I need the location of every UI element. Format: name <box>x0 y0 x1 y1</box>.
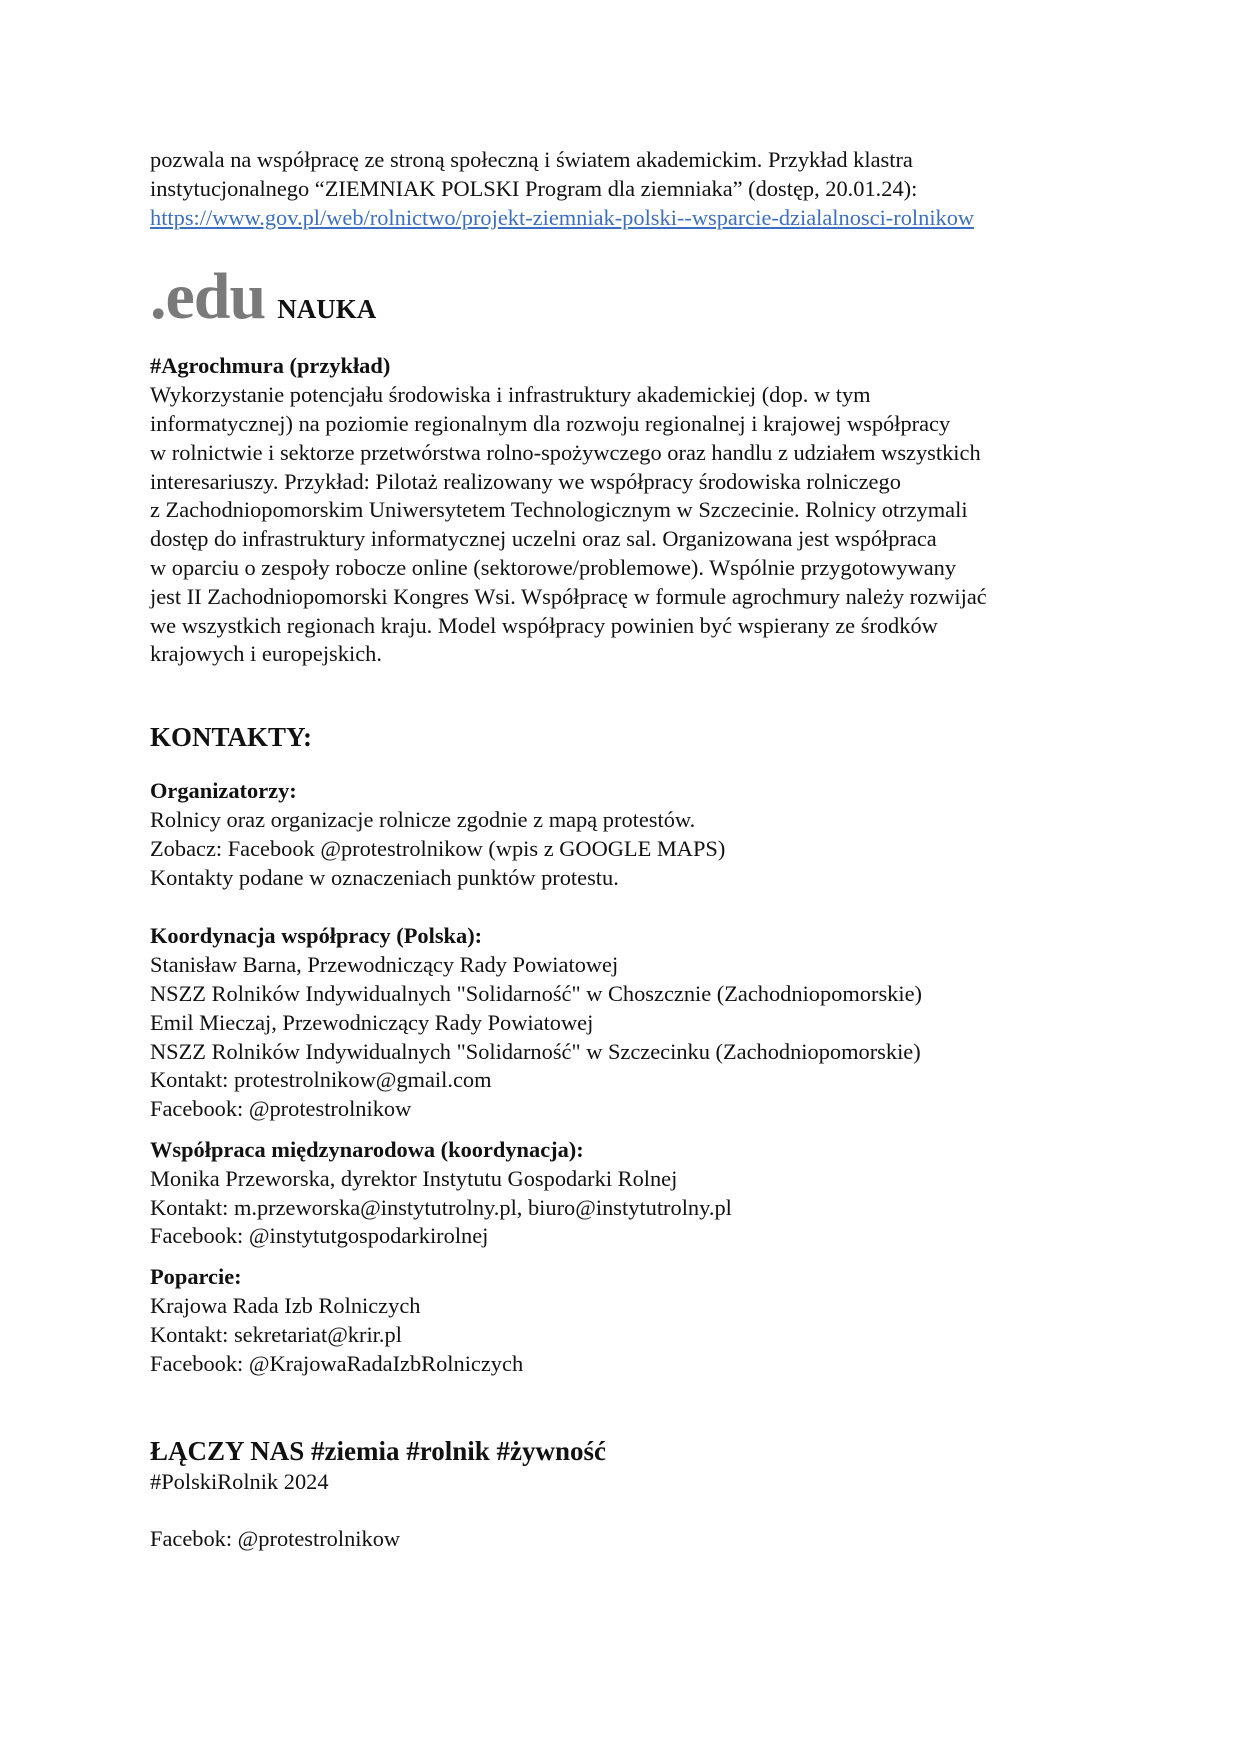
poparcie-line: Facebook: @KrajowaRadaIzbRolniczych <box>150 1350 524 1376</box>
spacer <box>150 1497 1110 1525</box>
koordynacja-line: Kontakt: protestrolnikow@gmail.com <box>150 1067 492 1093</box>
edu-heading <box>150 262 1110 332</box>
miedzynarodowa-section <box>150 1136 1110 1251</box>
organizatorzy-section <box>150 777 1110 892</box>
organizatorzy-line: Zobacz: Facebook @protestrolnikow (wpis z GOOGLE MAPS) <box>150 835 726 861</box>
agrochmura-title: #Agrochmura (przykład) <box>150 353 391 379</box>
agrochmura-section <box>150 352 1110 669</box>
intro-paragraph <box>150 146 1110 232</box>
miedzynarodowa-line: Facebook: @instytutgospodarkirolnej <box>150 1223 489 1249</box>
poparcie-section <box>150 1263 1110 1378</box>
koordynacja-line: Emil Mieczaj, Przewodniczący Rady Powiatowej <box>150 1009 594 1035</box>
laczy-facebook: Facebok: @protestrolnikow <box>150 1526 401 1552</box>
kontakty-title: KONTAKTY: <box>150 722 313 753</box>
agrochmura-paragraph <box>150 381 1110 669</box>
agrochmura-line: interesariuszy. Przykład: Pilotaż realizowany we współpracy środowiska rolniczego <box>150 468 901 494</box>
koordynacja-line: Stanisław Barna, Przewodniczący Rady Powiatowej <box>150 952 619 978</box>
agrochmura-line: z Zachodniopomorskim Uniwersytetem Technologicznym w Szczecinie. Rolnicy otrzymali <box>150 497 968 523</box>
koordynacja-line: NSZZ Rolników Indywidualnych "Solidarność" w Szczecinku (Zachodniopomorskie) <box>150 1038 921 1064</box>
koordynacja-section <box>150 922 1110 1124</box>
miedzynarodowa-text <box>150 1165 1110 1251</box>
miedzynarodowa-line: Kontakt: m.przeworska@instytutrolny.pl, biuro@instytutrolny.pl <box>150 1194 732 1220</box>
intro-line: instytucjonalnego “ZIEMNIAK POLSKI Program dla ziemniaka” (dostęp, 20.01.24): <box>150 175 918 201</box>
agrochmura-line: w oparciu o zespoły robocze online (sektorowe/problemowe). Wspólnie przygotowywany <box>150 554 957 580</box>
laczy-hashtag: #PolskiRolnik 2024 <box>150 1469 329 1495</box>
miedzynarodowa-title: Współpraca międzynarodowa (koordynacja): <box>150 1136 584 1162</box>
organizatorzy-line: Kontakty podane w oznaczeniach punktów protestu. <box>150 864 619 890</box>
agrochmura-line: krajowych i europejskich. <box>150 641 382 667</box>
agrochmura-line: w rolnictwie i sektorze przetwórstwa rolno-spożywczego oraz handlu z udziałem wszystkich <box>150 439 981 465</box>
koordynacja-text <box>150 951 1110 1124</box>
koordynacja-line: NSZZ Rolników Indywidualnych "Solidarność" w Choszcznie (Zachodniopomorskie) <box>150 980 922 1006</box>
koordynacja-line: Facebook: @protestrolnikow <box>150 1096 412 1122</box>
koordynacja-title: Koordynacja współpracy (Polska): <box>150 923 483 949</box>
agrochmura-line: Wykorzystanie potencjału środowiska i infrastruktury akademickiej (dop. w tym <box>150 382 871 408</box>
document-page <box>150 146 1110 1554</box>
poparcie-text <box>150 1292 1110 1378</box>
agrochmura-line: we wszystkich regionach kraju. Model współpracy powinien być wspierany ze środków <box>150 612 938 638</box>
laczy-nas-title: ŁĄCZY NAS #ziemia #rolnik #żywność <box>150 1436 607 1467</box>
miedzynarodowa-line: Monika Przeworska, dyrektor Instytutu Gospodarki Rolnej <box>150 1165 678 1191</box>
agrochmura-line: jest II Zachodniopomorski Kongres Wsi. Współpracę w formule agrochmury należy rozwijać <box>150 583 987 609</box>
agrochmura-line: informatycznej) na poziomie regionalnym dla rozwoju regionalnej i krajowej współpracy <box>150 410 951 436</box>
poparcie-title: Poparcie: <box>150 1264 242 1290</box>
organizatorzy-text <box>150 806 1110 892</box>
ziemniak-link[interactable]: https://www.gov.pl/web/rolnictwo/projekt-ziemniak-polski--wsparcie-dzialalnosci-rolnikow <box>150 204 975 230</box>
organizatorzy-line: Rolnicy oraz organizacje rolnicze zgodnie z mapą protestów. <box>150 806 696 832</box>
intro-line: pozwala na współpracę ze stroną społeczną i światem akademickim. Przykład klastra <box>150 147 913 172</box>
nauka-label: NAUKA <box>277 294 377 325</box>
agrochmura-line: dostęp do infrastruktury informatycznej uczelni oraz sal. Organizowana jest współpraca <box>150 526 937 552</box>
organizatorzy-title: Organizatorzy: <box>150 778 297 804</box>
edu-logo-text: .edu <box>150 260 266 334</box>
poparcie-line: Krajowa Rada Izb Rolniczych <box>150 1292 421 1318</box>
poparcie-line: Kontakt: sekretariat@krir.pl <box>150 1321 402 1347</box>
